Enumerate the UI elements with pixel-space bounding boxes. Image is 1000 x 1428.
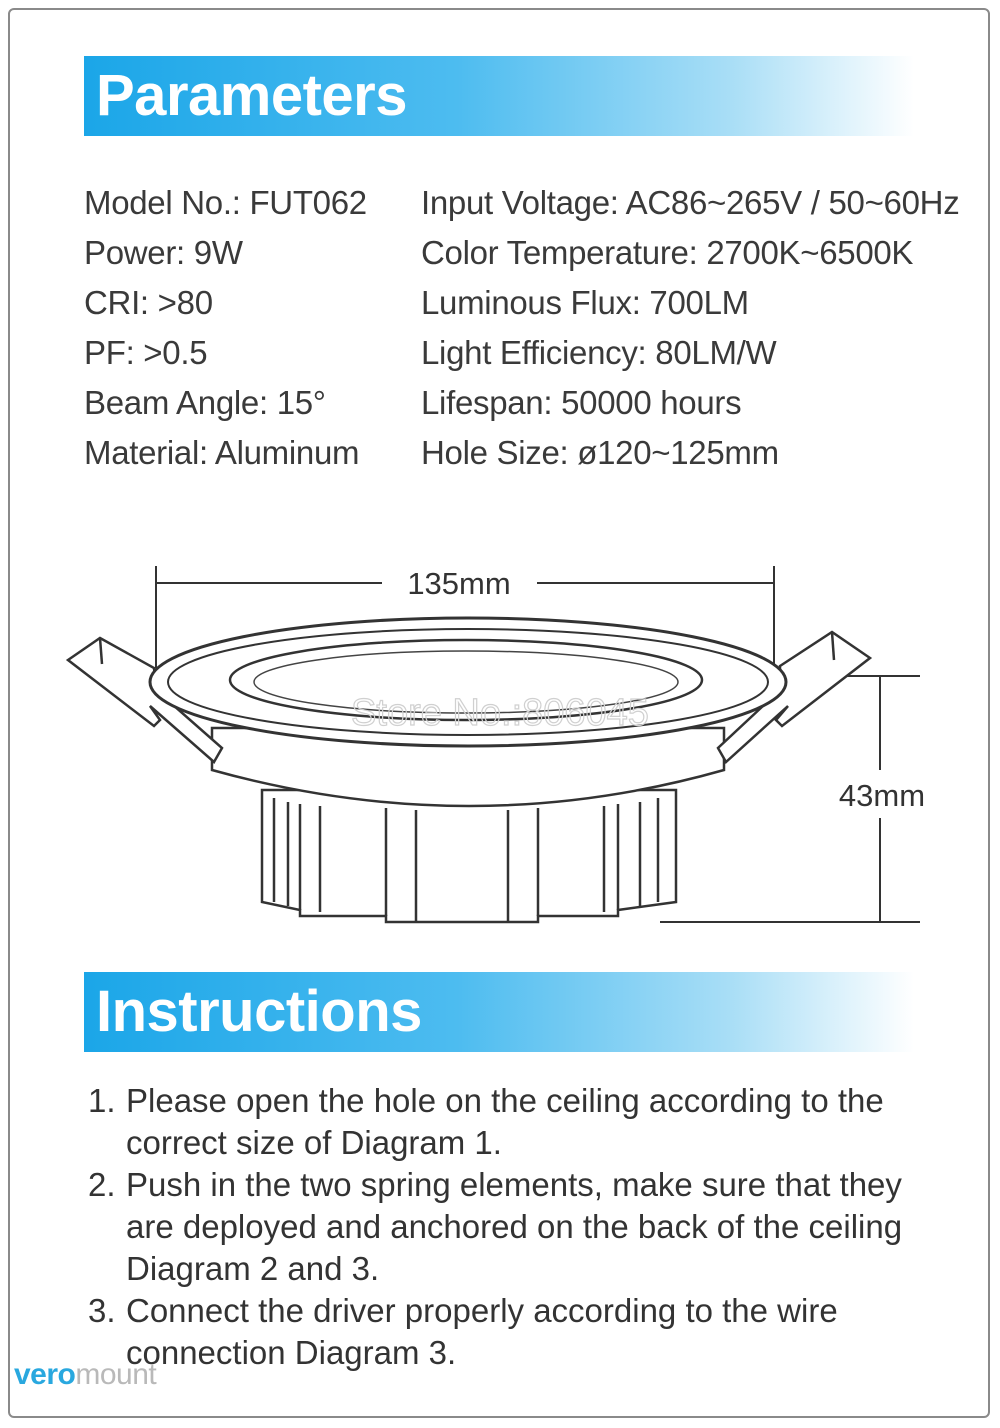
instruction-list	[84, 1080, 924, 1374]
instruction-number: 2.	[88, 1166, 116, 1203]
instruction-text: Push in the two spring elements, make sure that they are deployed and anchored on the back of the ceiling Diagram 2 and 3.	[126, 1166, 903, 1287]
instruction-text: Connect the driver properly according to the wire connection Diagram 3.	[126, 1292, 838, 1371]
spec-list-left	[84, 178, 367, 478]
spec-input-voltage: Input Voltage: AC86~265V / 50~60Hz	[421, 184, 960, 221]
instruction-number: 3.	[88, 1292, 116, 1329]
spec-material: Material: Aluminum	[84, 434, 360, 471]
spec-power: Power: 9W	[84, 234, 243, 271]
parameters-banner	[84, 56, 914, 136]
spec-light-efficiency: Light Efficiency: 80LM/W	[421, 334, 777, 371]
spec-luminous-flux: Luminous Flux: 700LM	[421, 284, 749, 321]
heatsink	[262, 790, 676, 922]
brand-part-1: vero	[14, 1358, 76, 1391]
width-dimension-label: 135mm	[407, 566, 511, 601]
brand-part-2: mount	[75, 1358, 157, 1391]
spec-hole-size: Hole Size: ø120~125mm	[421, 434, 779, 471]
downlight-dimension-diagram	[0, 540, 1000, 940]
instruction-item	[84, 1164, 924, 1290]
spec-lifespan: Lifespan: 50000 hours	[421, 384, 742, 421]
spec-model: Model No.: FUT062	[84, 184, 367, 221]
store-watermark: Store No.:806045	[351, 692, 649, 734]
brand-watermark	[14, 1358, 156, 1392]
instruction-number: 1.	[88, 1082, 116, 1119]
instructions-title: Instructions	[96, 979, 422, 1044]
spec-beam-angle: Beam Angle: 15°	[84, 384, 326, 421]
instructions-banner	[84, 972, 914, 1052]
spec-pf: PF: >0.5	[84, 334, 208, 371]
parameters-title: Parameters	[96, 63, 407, 128]
height-dimension-label: 43mm	[838, 778, 926, 813]
instruction-text: Please open the hole on the ceiling according to the correct size of Diagram 1.	[126, 1082, 884, 1161]
instruction-item	[84, 1080, 924, 1164]
instruction-item	[84, 1290, 924, 1374]
spec-list-right	[421, 178, 959, 478]
spec-color-temperature: Color Temperature: 2700K~6500K	[421, 234, 914, 271]
spec-cri: CRI: >80	[84, 284, 213, 321]
